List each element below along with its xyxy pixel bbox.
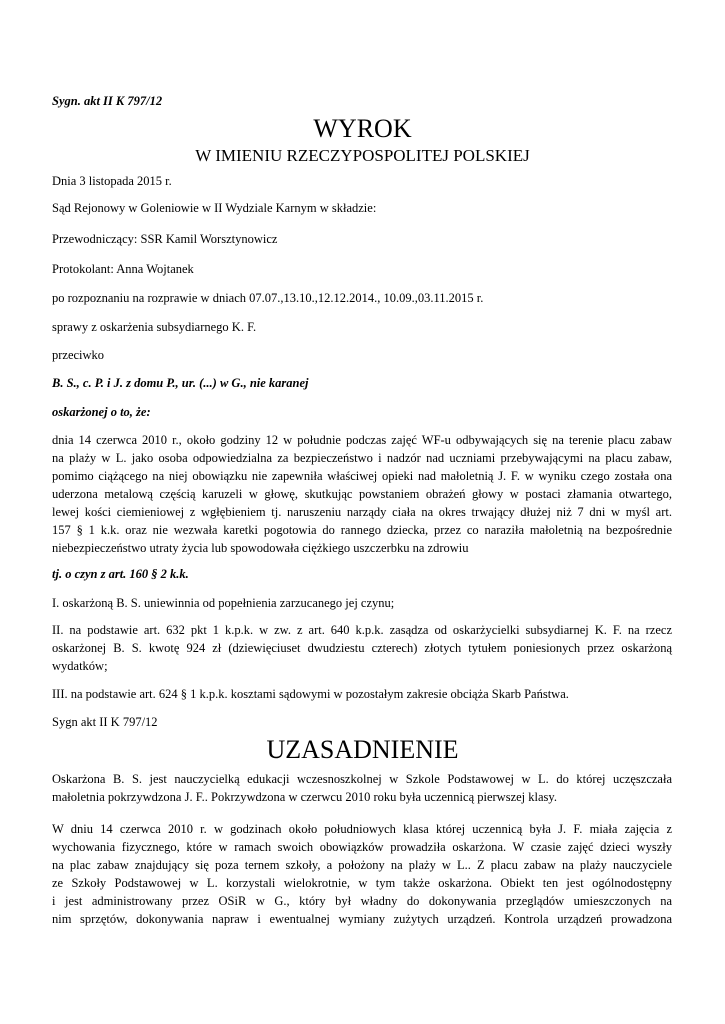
paragraph-line: Oskarżona B. S. jest nauczycielką edukacji wczesnoszkolnej w Szkole Podstawowej w L. do której uczęszczała bbox=[52, 772, 672, 786]
against-label: przeciwko bbox=[52, 348, 105, 362]
court-composition: Sąd Rejonowy w Goleniowie w II Wydziale Karnym w składzie: bbox=[52, 201, 377, 215]
verdict-item-1: I. oskarżoną B. S. uniewinnia od popełnienia zarzucanego jej czynu; bbox=[52, 596, 395, 610]
verdict-title: WYROK bbox=[313, 114, 412, 143]
charge-line: lewej kości ciemieniowej z wgłębieniem tj. naruszeniu narządy ciała na okres trwający dłużej niż 7 dni w myśl art. bbox=[52, 505, 672, 519]
charge-line: niebezpieczeństwo utraty życia lub spowodowała ciężkiego uszczerbku na zdrowiu bbox=[52, 541, 469, 555]
paragraph-line: i jest administrowany przez OSiR w G., który był władny do dokonywania przeglądów umieszczonych na bbox=[52, 894, 672, 908]
justification-title: UZASADNIENIE bbox=[266, 735, 459, 764]
hearing-dates: po rozpoznaniu na rozprawie w dniach 07.07.,13.10.,12.12.2014., 10.09.,03.11.2015 r. bbox=[52, 291, 484, 305]
charge-line: pomimo ciążącego na niej obowiązku nie zapewniła właściwej opieki nad małoletnią J. F. w wyniku czego została ona bbox=[52, 469, 672, 483]
verdict-date: Dnia 3 listopada 2015 r. bbox=[52, 174, 172, 188]
justification-case-reference: Sygn akt II K 797/12 bbox=[52, 715, 158, 729]
verdict-item-3: III. na podstawie art. 624 § 1 k.p.k. kosztami sądowymi w pozostałym zakresie obciąża Skarb Państwa. bbox=[52, 687, 569, 701]
verdict-item-2 bbox=[52, 621, 672, 675]
defendant-name: B. S., c. P. i J. z domu P., ur. (...) w G., nie karanej bbox=[52, 376, 309, 390]
verdict-item-2-line: oskarżonej B. S. kwotę 924 zł (dziewięciuset dwudziestu czterech) złotych tytułem poniesionych przez oskarżoną bbox=[52, 641, 672, 655]
charge-line: 157 § 1 k.k. oraz nie wezwała karetki pogotowia do rannego dziecka, przez co naraziła małoletnią na bezpośrednie bbox=[52, 523, 672, 537]
charge-line: dnia 14 czerwca 2010 r., około godziny 12 w południe podczas zajęć WF-u odbywających się na terenie placu zabaw bbox=[52, 433, 672, 447]
charge-line: uderzona metalową częścią karuzeli w głowę, skutkując powstaniem obrażeń głowy w postaci złamania otwartego, bbox=[52, 487, 672, 501]
charged-label: oskarżonej o to, że: bbox=[52, 405, 151, 419]
charge-line: na plaży w L. jako osoba odpowiedzialna za bezpieczeństwo i nadzór nad uczniami przebywającymi na placu zabaw, bbox=[52, 451, 672, 465]
presiding-judge: Przewodniczący: SSR Kamil Worsztynowicz bbox=[52, 232, 278, 246]
paragraph-line: wychowania fizycznego, które w ramach swoich obowiązków prowadziła oskarżona. W czasie zajęć dzieci wyszły bbox=[52, 840, 672, 854]
charge-qualification: tj. o czyn z art. 160 § 2 k.k. bbox=[52, 567, 189, 581]
verdict-subtitle: W IMIENIU RZECZYPOSPOLITEJ POLSKIEJ bbox=[195, 146, 530, 165]
paragraph-line: ze Szkoły Podstawowej w L. korzystali wielokrotnie, w tym także oskarżona. Obiekt ten jest ogólnodostępny bbox=[52, 876, 672, 890]
justification-paragraph-1 bbox=[52, 770, 672, 806]
case-type: sprawy z oskarżenia subsydiarnego K. F. bbox=[52, 320, 257, 334]
verdict-item-2-line: II. na podstawie art. 632 pkt 1 k.p.k. w zw. z art. 640 k.p.k. zasądza od oskarżycielki subsydiarnej K. F. na rzecz bbox=[52, 623, 672, 637]
charge-description bbox=[52, 431, 672, 557]
paragraph-line: małoletnia pokrzywdzona J. F.. Pokrzywdzona w czerwcu 2010 roku była uczennicą pierwszej klasy. bbox=[52, 790, 557, 804]
paragraph-line: nim sprzętów, dokonywania napraw i ewentualnej wymiany zużytych urządzeń. Kontrola urządzeń prowadzona bbox=[52, 912, 672, 926]
paragraph-line: na plac zabaw znajdujący się poza ternem szkoły, a położony na plaży w L.. Z placu zabaw na plaży nauczyciele bbox=[52, 858, 672, 872]
justification-paragraph-2 bbox=[52, 820, 672, 928]
verdict-item-2-line: wydatków; bbox=[52, 659, 108, 673]
paragraph-line: W dniu 14 czerwca 2010 r. w godzinach około południowych klasa której uczennicą była J. F. miała zajęcia z bbox=[52, 822, 672, 836]
case-reference: Sygn. akt II K 797/12 bbox=[52, 94, 163, 108]
court-clerk: Protokolant: Anna Wojtanek bbox=[52, 262, 194, 276]
